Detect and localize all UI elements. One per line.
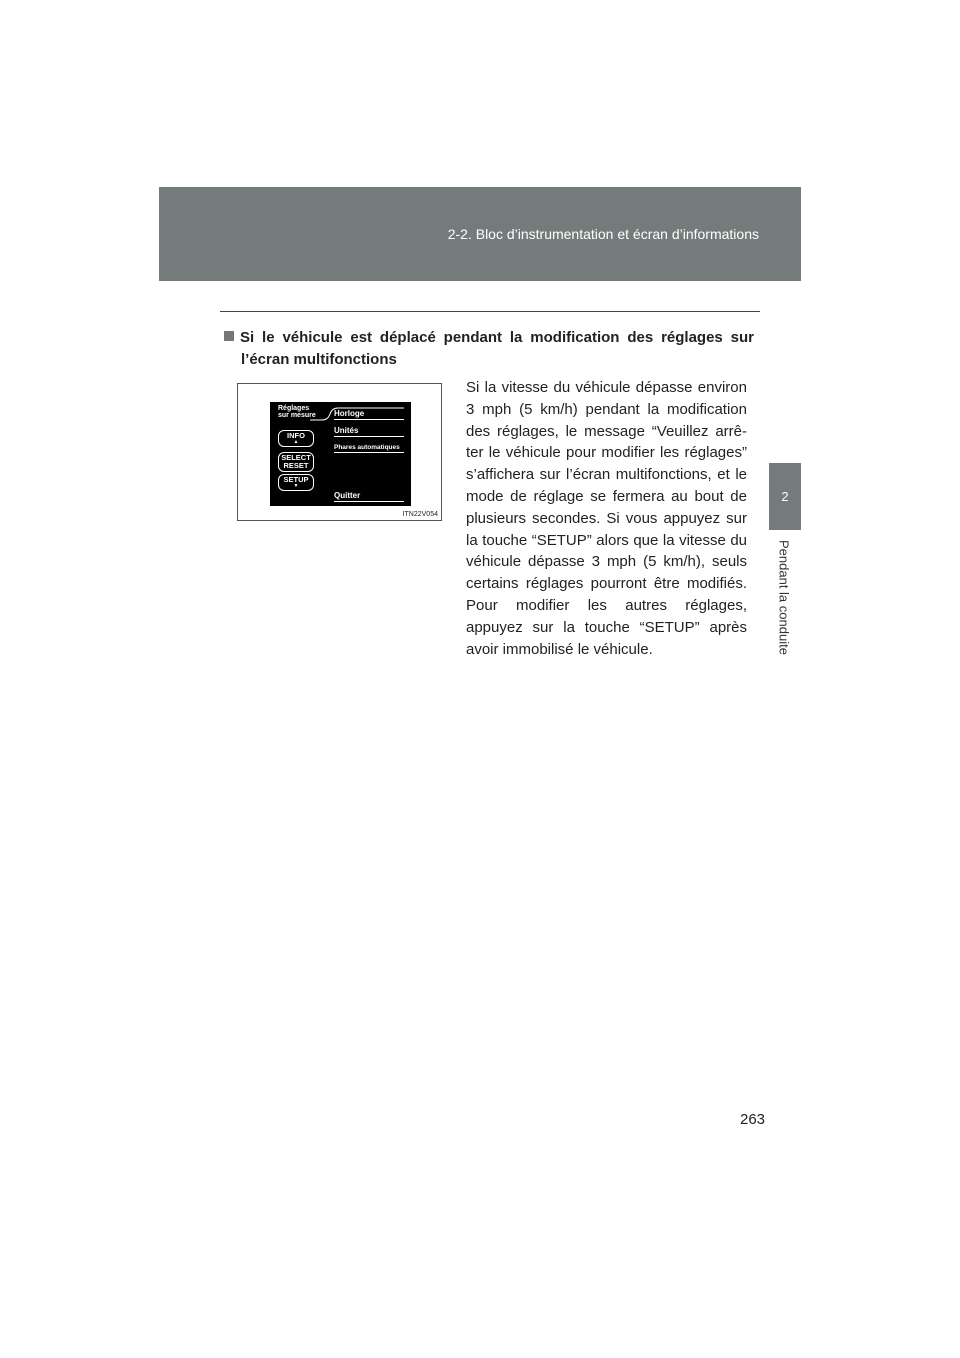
select-label: SELECT bbox=[281, 453, 311, 462]
section-heading bbox=[224, 327, 754, 371]
multifunction-screen bbox=[270, 402, 411, 506]
divider bbox=[220, 311, 760, 312]
heading-line-1: Si le véhicule est déplacé pendant la modification des réglages sur bbox=[240, 329, 754, 346]
info-button-label: INFO bbox=[287, 431, 305, 440]
setup-button-label: SETUP bbox=[283, 475, 309, 484]
header-band bbox=[159, 187, 801, 281]
chapter-tab bbox=[769, 463, 801, 530]
display-illustration bbox=[237, 383, 442, 521]
up-arrow-icon: ▲ bbox=[293, 439, 299, 445]
info-button bbox=[278, 430, 314, 447]
heading-line-2: l’écran multifonctions bbox=[241, 351, 397, 368]
menu-item-phares: Phares automatiques bbox=[334, 444, 404, 453]
chapter-label: Pendant la conduite bbox=[776, 540, 792, 655]
body-paragraph: Si la vitesse du véhicule dépasse environ 3 mph (5 km/h) pendant la modification des réglages, le message “Veuillez arrê-ter le véhicule pour modifier les réglages” s’affichera sur l’écran multifonctions, et le mode de réglage se fermera au bout de plusieurs secondes. Si vous appuyez sur la touche “SETUP” alors que la vitesse du véhicule dépasse 3 mph (5 km/h), seuls certains réglages pourront être modifiés. Pour modifier les autres réglages, appuyez sur la touche “SETUP” après avoir immobilisé le véhicule. bbox=[466, 379, 747, 658]
setup-button bbox=[278, 474, 314, 491]
menu-item-unites: Unités bbox=[334, 426, 404, 437]
square-bullet-icon bbox=[224, 331, 234, 341]
figure-code: ITN22V054 bbox=[402, 511, 438, 518]
screen-title-line-2: sur mesure bbox=[278, 412, 316, 419]
page-number: 263 bbox=[740, 1111, 766, 1128]
section-title: 2-2. Bloc d’instrumentation et écran d’informations bbox=[447, 226, 759, 242]
reset-label: RESET bbox=[283, 461, 309, 470]
chapter-number: 2 bbox=[781, 489, 789, 504]
menu-item-quitter: Quitter bbox=[334, 491, 404, 502]
down-arrow-icon: ▼ bbox=[293, 483, 299, 489]
select-reset-button bbox=[278, 452, 314, 472]
menu-item-horloge: Horloge bbox=[334, 409, 404, 420]
screen-title-line-1: Réglages bbox=[278, 405, 310, 412]
